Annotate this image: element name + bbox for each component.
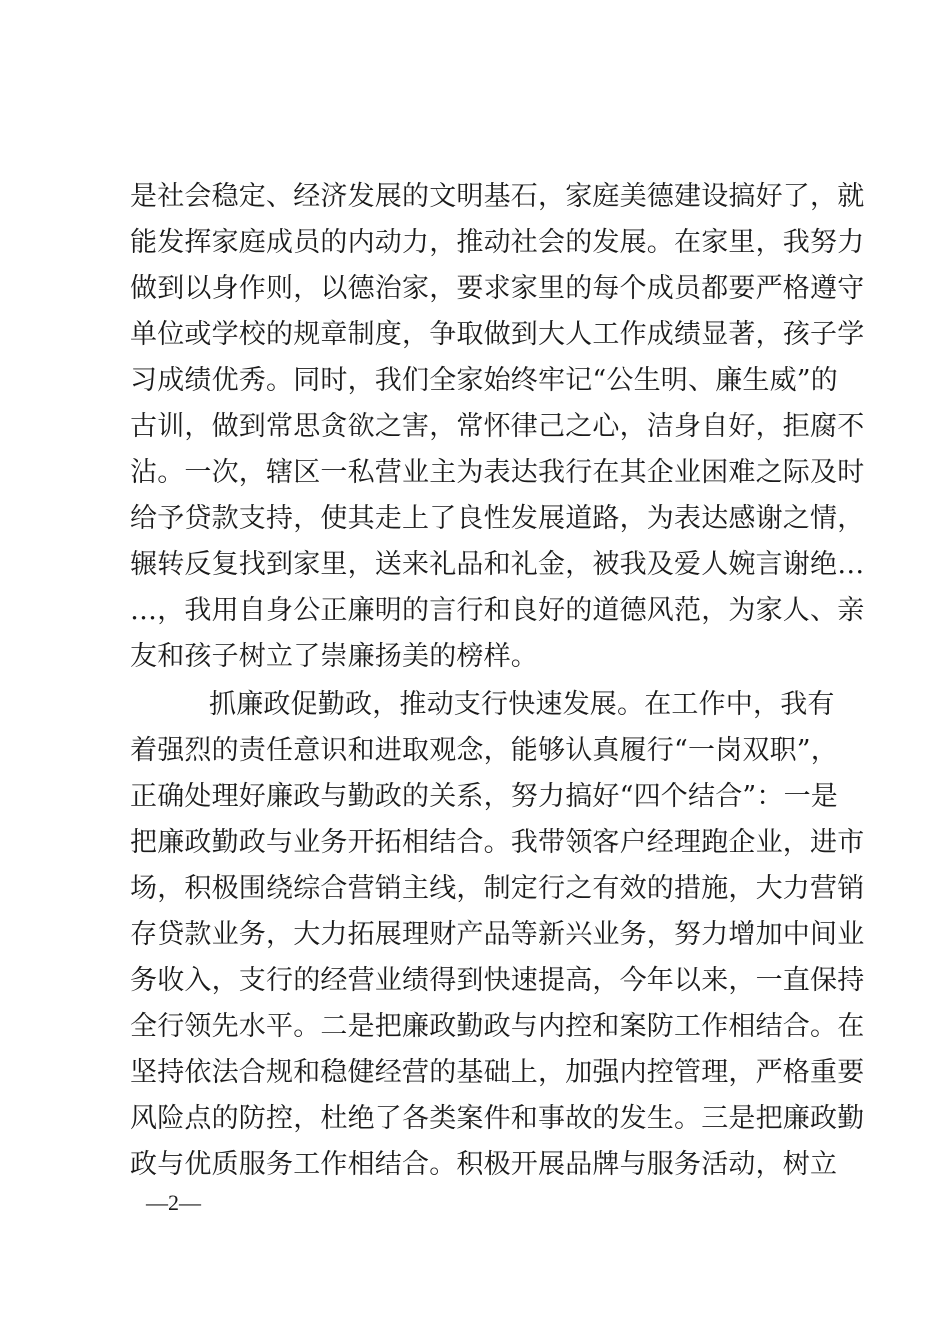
body-text-line: 做到以身作则，以德治家，要求家里的每个成员都要严格遵守 — [130, 273, 865, 304]
body-text-line: 辗转反复找到家里，送来礼品和礼金，被我及爱人婉言谢绝… — [130, 549, 865, 580]
body-text-line: 全行领先水平。二是把廉政勤政与内控和案防工作相结合。在 — [130, 1011, 865, 1042]
body-text-line: 存贷款业务，大力拓展理财产品等新兴业务，努力增加中间业 — [130, 919, 865, 950]
body-text-line: 古训，做到常思贪欲之害，常怀律己之心，洁身自好，拒腐不 — [130, 411, 865, 442]
body-text-line: 单位或学校的规章制度，争取做到大人工作成绩显著，孩子学 — [130, 319, 865, 350]
page-number: —2— — [146, 1190, 201, 1215]
body-text-line: 风险点的防控，杜绝了各类案件和事故的发生。三是把廉政勤 — [130, 1103, 865, 1134]
body-text-line: 给予贷款支持，使其走上了良性发展道路，为表达感谢之情， — [130, 503, 865, 534]
body-text-line: 正确处理好廉政与勤政的关系，努力搞好“四个结合”：一是 — [130, 781, 839, 812]
body-text-line: 把廉政勤政与业务开拓相结合。我带领客户经理跑企业，进市 — [130, 827, 865, 858]
body-text-line: 政与优质服务工作相结合。积极开展品牌与服务活动，树立 — [130, 1149, 838, 1180]
body-text-line: 着强烈的责任意识和进取观念，能够认真履行“一岗双职”， — [130, 735, 839, 766]
paragraph-first-line: 抓廉政促勤政，推动支行快速发展。在工作中，我有 — [209, 689, 835, 720]
body-text-line: 场，积极围绕综合营销主线，制定行之有效的措施，大力营销 — [130, 873, 865, 904]
body-text-line: …，我用自身公正廉明的言行和良好的道德风范，为家人、亲 — [130, 595, 865, 626]
body-text-line-last: 友和孩子树立了崇廉扬美的榜样。 — [130, 641, 538, 672]
body-text-line: 务收入，支行的经营业绩得到快速提高，今年以来，一直保持 — [130, 965, 865, 996]
body-text-line: 坚持依法合规和稳健经营的基础上，加强内控管理，严格重要 — [130, 1057, 865, 1088]
body-text-line: 能发挥家庭成员的内动力，推动社会的发展。在家里，我努力 — [130, 227, 865, 258]
body-text-line: 是社会稳定、经济发展的文明基石，家庭美德建设搞好了，就 — [130, 181, 865, 212]
body-text-line: 沾。一次，辖区一私营业主为表达我行在其企业困难之际及时 — [130, 457, 865, 488]
body-text-line: 习成绩优秀。同时，我们全家始终牢记“公生明、廉生威”的 — [130, 365, 839, 396]
